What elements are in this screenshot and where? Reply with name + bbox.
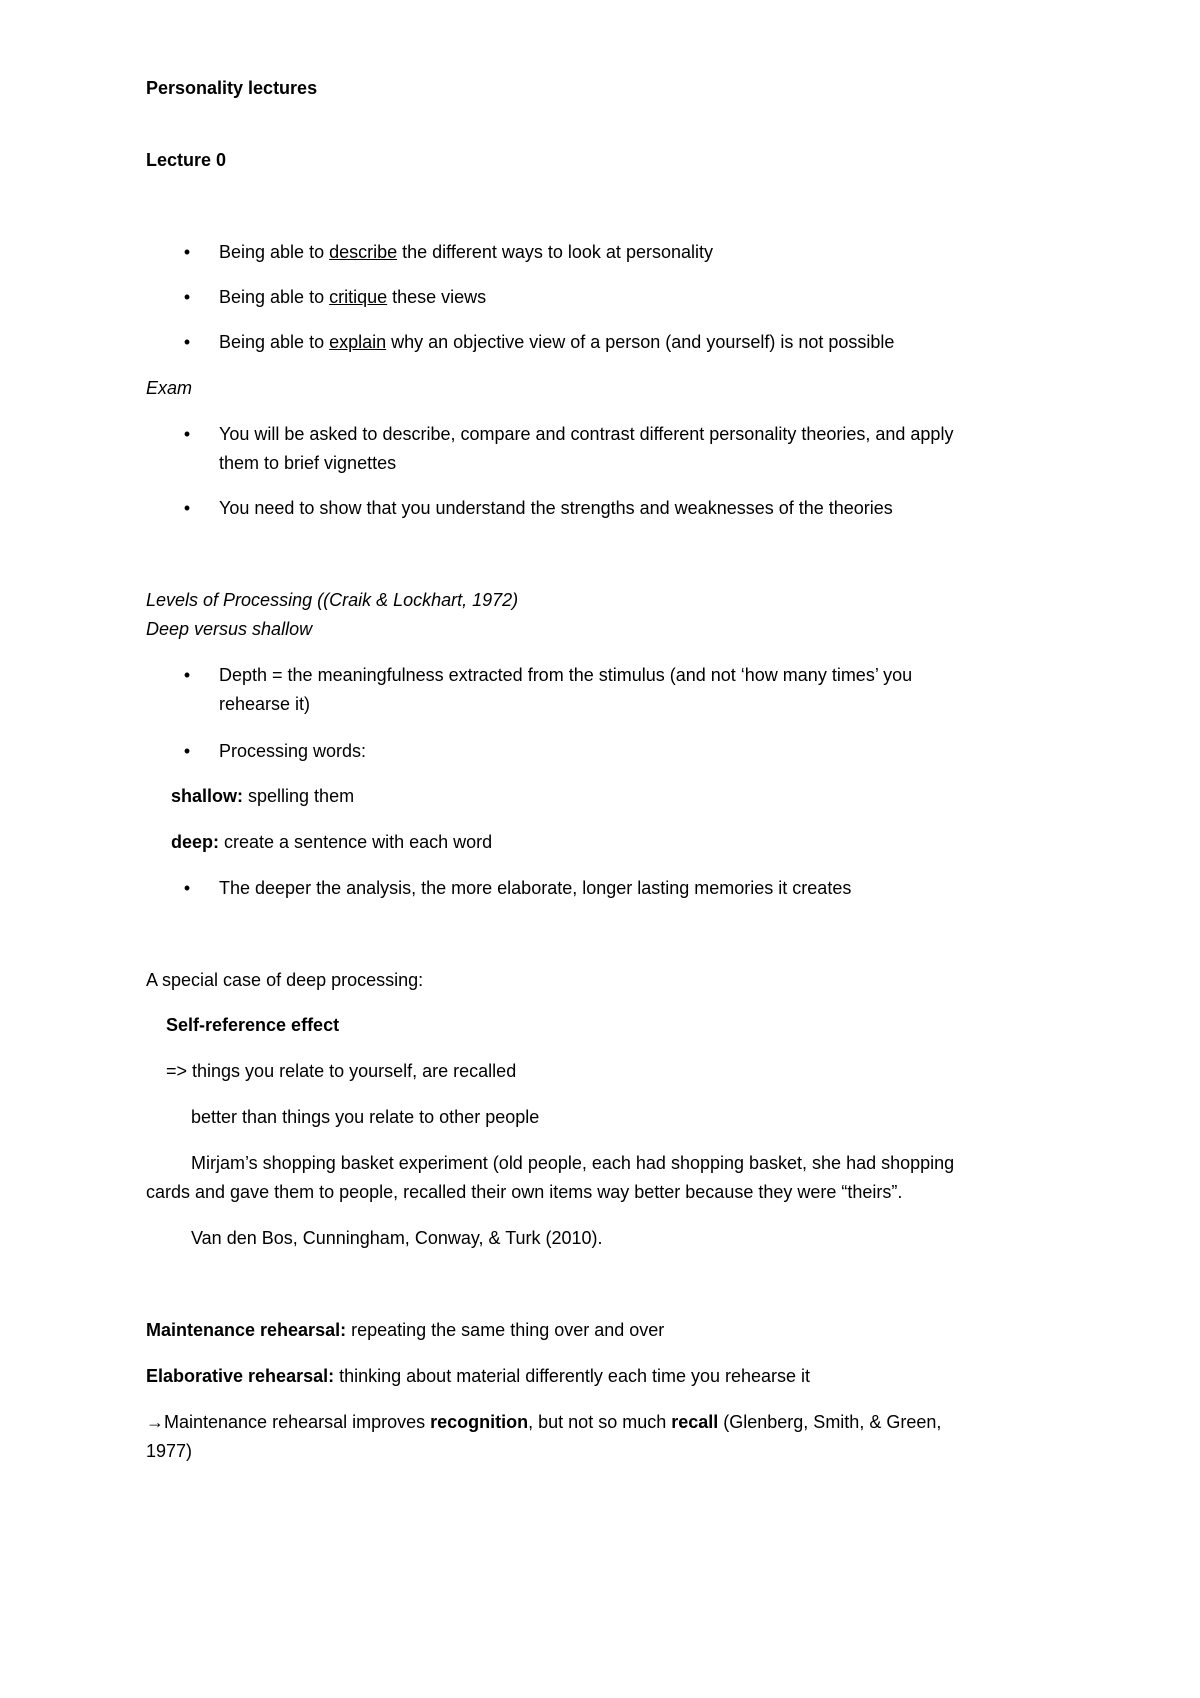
self-reference-line: => things you relate to yourself, are recalled <box>166 1061 517 1081</box>
bullet-icon: • <box>183 332 191 352</box>
bullet-icon: • <box>183 878 191 898</box>
depth-item-continuation: rehearse it) <box>219 694 311 714</box>
bullet-icon: • <box>183 287 191 307</box>
maintenance-rehearsal-line: Maintenance rehearsal: repeating the same thing over and over <box>146 1320 665 1340</box>
goal-item: Being able to explain why an objective view of a person (and yourself) is not possible <box>219 332 895 352</box>
exam-heading: Exam <box>146 378 193 398</box>
bullet-icon: • <box>183 424 191 444</box>
section-subheading: Deep versus shallow <box>146 619 313 639</box>
goal-item: Being able to describe the different ways to look at personality <box>219 242 713 262</box>
elaborative-rehearsal-line: Elaborative rehearsal: thinking about material differently each time you rehearse it <box>146 1366 811 1386</box>
citation: Van den Bos, Cunningham, Conway, & Turk (2010). <box>191 1228 603 1248</box>
experiment-line-continuation: cards and gave them to people, recalled their own items way better because they were “theirs”. <box>146 1182 903 1202</box>
self-reference-line: better than things you relate to other people <box>191 1107 540 1127</box>
lecture-heading: Lecture 0 <box>146 150 227 170</box>
self-reference-heading: Self-reference effect <box>166 1015 340 1035</box>
bullet-icon: • <box>183 741 191 761</box>
arrow-right-icon: → <box>146 1412 164 1432</box>
depth-item: Depth = the meaningfulness extracted from the stimulus (and not ‘how many times’ you <box>219 665 913 685</box>
deep-line: deep: create a sentence with each word <box>171 832 493 852</box>
deeper-item: The deeper the analysis, the more elaborate, longer lasting memories it creates <box>219 878 852 898</box>
processing-item: Processing words: <box>219 741 367 761</box>
document-title: Personality lectures <box>146 78 318 98</box>
exam-item-continuation: them to brief vignettes <box>219 453 397 473</box>
conclusion-line-continuation: 1977) <box>146 1441 193 1461</box>
exam-item: You will be asked to describe, compare and contrast different personality theories, and apply <box>219 424 954 444</box>
bullet-icon: • <box>183 242 191 262</box>
bullet-icon: • <box>183 498 191 518</box>
conclusion-line: →Maintenance rehearsal improves recognition, but not so much recall (Glenberg, Smith, & Green, <box>146 1412 942 1432</box>
exam-item: You need to show that you understand the strengths and weaknesses of the theories <box>219 498 893 518</box>
shallow-line: shallow: spelling them <box>171 786 355 806</box>
experiment-line: Mirjam’s shopping basket experiment (old people, each had shopping basket, she had shopping <box>191 1153 955 1173</box>
special-case-intro: A special case of deep processing: <box>146 970 424 990</box>
section-heading: Levels of Processing ((Craik & Lockhart, 1972) <box>146 590 519 610</box>
goal-item: Being able to critique these views <box>219 287 487 307</box>
bullet-icon: • <box>183 665 191 685</box>
